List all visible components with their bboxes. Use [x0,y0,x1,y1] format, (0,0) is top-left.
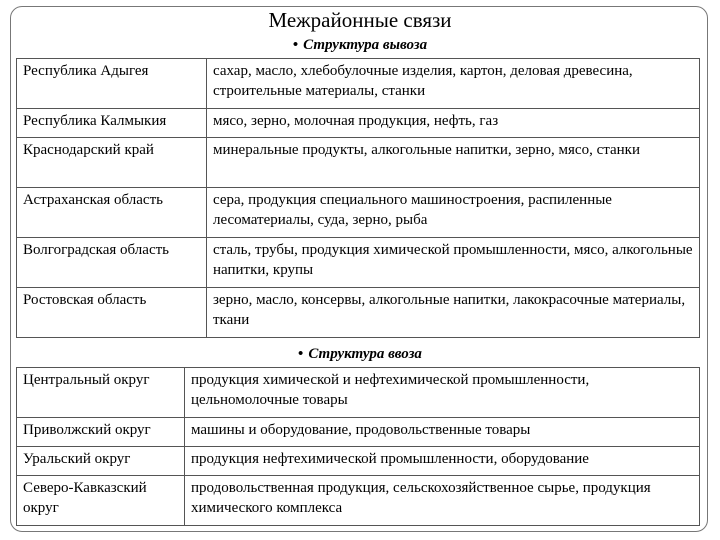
table-row [17,109,700,138]
region-cell: Республика Адыгея [17,59,207,109]
export-heading [0,36,720,54]
region-cell: Краснодарский край [17,138,207,188]
region-cell: Северо-Кавказский округ [17,476,185,526]
table-row [17,447,700,476]
table-row [17,288,700,338]
region-cell: Астраханская область [17,188,207,238]
import-heading-text: Структура ввоза [308,346,422,362]
goods-cell: зерно, масло, консервы, алкогольные напитки, лакокрасочные материалы, ткани [207,288,700,338]
table-row [17,476,700,526]
goods-cell: продукция химической и нефтехимической промышленности, цельномолочные товары [185,368,700,418]
region-cell: Приволжский округ [17,418,185,447]
region-cell: Ростовская область [17,288,207,338]
table-row [17,59,700,109]
page-title: Межрайонные связи [268,8,452,32]
table-row [17,188,700,238]
goods-cell: продовольственная продукция, сельскохозяйственное сырье, продукция химического комплекса [185,476,700,526]
export-table [16,58,700,338]
table-row [17,238,700,288]
goods-cell: сера, продукция специального машиностроения, распиленные лесоматериалы, суда, зерно, рыба [207,188,700,238]
import-heading [0,345,720,363]
goods-cell: сахар, масло, хлебобулочные изделия, картон, деловая древесина, строительные материалы, станки [207,59,700,109]
goods-cell: сталь, трубы, продукция химической промышленности, мясо, алкогольные напитки, крупы [207,238,700,288]
region-cell: Республика Калмыкия [17,109,207,138]
bullet-icon: • [292,37,299,53]
table-row [17,368,700,418]
bullet-icon: • [298,346,304,362]
import-table [16,367,700,526]
export-heading-text: Структура вывоза [303,37,428,53]
table-row [17,418,700,447]
region-cell: Центральный округ [17,368,185,418]
goods-cell: продукция нефтехимической промышленности, оборудование [185,447,700,476]
region-cell: Волгоградская область [17,238,207,288]
goods-cell: машины и оборудование, продовольственные товары [185,418,700,447]
goods-cell: мясо, зерно, молочная продукция, нефть, газ [207,109,700,138]
goods-cell: минеральные продукты, алкогольные напитки, зерно, мясо, станки [207,138,700,188]
table-row [17,138,700,188]
region-cell: Уральский округ [17,447,185,476]
